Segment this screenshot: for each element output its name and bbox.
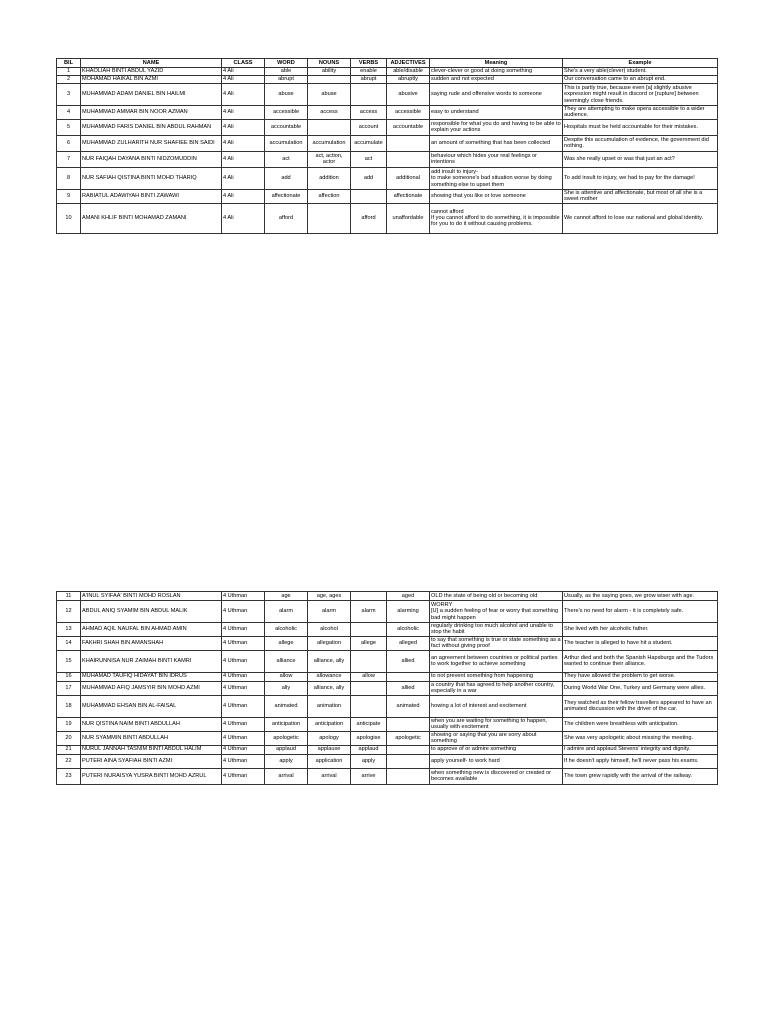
nouns-cell (308, 203, 351, 233)
word-cell: add (265, 167, 308, 189)
nouns-cell: addition (308, 167, 351, 189)
verbs-cell: allege (351, 636, 387, 650)
nouns-cell: alliance, ally (308, 681, 351, 695)
table-row (57, 135, 718, 151)
table-row (57, 681, 718, 695)
class-cell: 4 Uthman (222, 717, 265, 731)
header-example: Example (563, 59, 718, 68)
verbs-cell: arrive (351, 768, 387, 784)
example-cell: I admire and applaud Stevens' integrity and dignity. (563, 745, 718, 754)
name-cell: KHAIRUNNISA NUR ZAIMAH BINTI KAMRI (81, 650, 222, 672)
example-cell: They watched as their fellow travellers appeared to have an animated discussion with the driver of the car. (563, 695, 718, 717)
verbs-cell: abrupt (351, 76, 387, 84)
name-cell: AHMAD AQIL NAUFAL BIN AHMAD AMIN (81, 623, 222, 637)
word-cell: accessible (265, 106, 308, 120)
meaning-cell: when you are waiting for something to happen, usually with excitement (430, 717, 563, 731)
table-row (57, 189, 718, 203)
nouns-cell: ability (308, 68, 351, 76)
nouns-cell: application (308, 754, 351, 768)
adjectives-cell (387, 754, 430, 768)
meaning-cell: to not prevent something from happening (430, 672, 563, 681)
meaning-cell: showing or saying that you are sorry about something (430, 731, 563, 745)
bil-cell: 9 (57, 189, 81, 203)
adjectives-cell: alcoholic (387, 623, 430, 637)
nouns-cell: apology (308, 731, 351, 745)
table-row (57, 636, 718, 650)
bil-cell: 15 (57, 650, 81, 672)
class-cell: 4 Ali (222, 167, 265, 189)
name-cell: MUHAMAD TAUFIQ HIDAYAT BIN IDRUS (81, 672, 222, 681)
meaning-cell: showing that you like or love someone (430, 189, 563, 203)
class-cell: 4 Ali (222, 76, 265, 84)
nouns-cell (308, 119, 351, 135)
example-cell: To add insult to injury, we had to pay for the damage! (563, 167, 718, 189)
bil-cell: 19 (57, 717, 81, 731)
example-cell: Our conversation came to an abrupt end. (563, 76, 718, 84)
meaning-cell: behaviour which hides your real feelings or intentions (430, 151, 563, 167)
meaning-cell: saying rude and offensive words to someone (430, 84, 563, 106)
table-row (57, 68, 718, 76)
class-cell: 4 Uthman (222, 731, 265, 745)
verbs-cell: apologise (351, 731, 387, 745)
bil-cell: 7 (57, 151, 81, 167)
table-row (57, 672, 718, 681)
table-row (57, 119, 718, 135)
meaning-cell: apply yourself- to work hard (430, 754, 563, 768)
meaning-cell: a country that has agreed to help another country, especially in a war (430, 681, 563, 695)
table-row (57, 623, 718, 637)
bil-cell: 21 (57, 745, 81, 754)
meaning-cell: to approve of or admire something (430, 745, 563, 754)
header-meaning: Meaning (430, 59, 563, 68)
meaning-cell: an amount of something that has been collected (430, 135, 563, 151)
table-row (57, 151, 718, 167)
example-cell: If he doesn't apply himself, he'll never pass his exams. (563, 754, 718, 768)
bil-cell: 2 (57, 76, 81, 84)
adjectives-cell: accessible (387, 106, 430, 120)
table-row (57, 84, 718, 106)
meaning-cell: regularly drinking too much alcohol and unable to stop the habit (430, 623, 563, 637)
name-cell: PUTERI NURAISYA YUSRA BINTI MOHD AZRUL (81, 768, 222, 784)
word-cell: arrival (265, 768, 308, 784)
header-nouns: NOUNS (308, 59, 351, 68)
verbs-cell: act (351, 151, 387, 167)
meaning-cell: WORRY [U] a sudden feeling of fear or worry that something bad might happen (430, 601, 563, 623)
meaning-cell: sudden and not expected (430, 76, 563, 84)
header-verbs: VERBS (351, 59, 387, 68)
name-cell: FAKHRI SHAH BIN AMANSHAH (81, 636, 222, 650)
class-cell: 4 Ali (222, 203, 265, 233)
name-cell: ABDUL ANIQ SYAMIM BIN ABDUL MALIK (81, 601, 222, 623)
bil-cell: 11 (57, 592, 81, 601)
verbs-cell: account (351, 119, 387, 135)
nouns-cell: accumulation (308, 135, 351, 151)
vocabulary-table-4-ali (56, 58, 718, 234)
nouns-cell: animation (308, 695, 351, 717)
class-cell: 4 Ali (222, 68, 265, 76)
meaning-cell: howing a lot of interest and excitement (430, 695, 563, 717)
header-row (57, 59, 718, 68)
example-cell: They are attempting to make opera accessible to a wider audience. (563, 106, 718, 120)
example-cell: She's a very able(clever) student. (563, 68, 718, 76)
class-cell: 4 Ali (222, 106, 265, 120)
name-cell: MUHAMMAD ZULHARITH NUR SHAFIEE BIN SAIDI (81, 135, 222, 151)
word-cell: allow (265, 672, 308, 681)
nouns-cell: arrival (308, 768, 351, 784)
example-cell: Hospitals must be held accountable for their mistakes. (563, 119, 718, 135)
bil-cell: 16 (57, 672, 81, 681)
name-cell: MUHAMMAD FARIS DANIEL BIN ABDUL RAHMAN (81, 119, 222, 135)
name-cell: PUTERI AINA SYAFIAH BINTI AZMI (81, 754, 222, 768)
name-cell: NURUL JANNAH TASNIM BINTI ABDUL HALIM (81, 745, 222, 754)
name-cell: MOHAMAD HAIKAL BIN AZMI (81, 76, 222, 84)
table-row (57, 745, 718, 754)
example-cell: Usually, as the saying goes, we grow wiser with age. (563, 592, 718, 601)
table-row (57, 601, 718, 623)
adjectives-cell (387, 717, 430, 731)
adjectives-cell: abusive (387, 84, 430, 106)
nouns-cell: abuse (308, 84, 351, 106)
verbs-cell: applaud (351, 745, 387, 754)
bil-cell: 4 (57, 106, 81, 120)
word-cell: apologetic (265, 731, 308, 745)
example-cell: Despite this accumulation of evidence, the government did nothing. (563, 135, 718, 151)
table-row (57, 695, 718, 717)
class-cell: 4 Ali (222, 151, 265, 167)
class-cell: 4 Ali (222, 84, 265, 106)
example-cell: We cannot afford to lose our national and global identity. (563, 203, 718, 233)
adjectives-cell: unaffordable (387, 203, 430, 233)
bil-cell: 17 (57, 681, 81, 695)
bil-cell: 20 (57, 731, 81, 745)
class-cell: 4 Uthman (222, 672, 265, 681)
nouns-cell: allowance (308, 672, 351, 681)
adjectives-cell: alleged (387, 636, 430, 650)
verbs-cell (351, 189, 387, 203)
bil-cell: 13 (57, 623, 81, 637)
word-cell: abrupt (265, 76, 308, 84)
meaning-cell: clever-clever or good at doing something (430, 68, 563, 76)
header-name: NAME (81, 59, 222, 68)
word-cell: alarm (265, 601, 308, 623)
name-cell: AMANI KHLIF BINTI MOHAMAD ZAMANI (81, 203, 222, 233)
word-cell: alcoholic (265, 623, 308, 637)
word-cell: ally (265, 681, 308, 695)
meaning-cell: OLD the state of being old or becoming old (430, 592, 563, 601)
verbs-cell: alarm (351, 601, 387, 623)
word-cell: applaud (265, 745, 308, 754)
table-row (57, 592, 718, 601)
verbs-cell: anticipate (351, 717, 387, 731)
bil-cell: 18 (57, 695, 81, 717)
example-cell: During World War One, Turkey and Germany were allies. (563, 681, 718, 695)
adjectives-cell: accountable (387, 119, 430, 135)
name-cell: A'INUL SYIFAA' BINTI MOHD ROSLAN (81, 592, 222, 601)
header-bil: BIL (57, 59, 81, 68)
adjectives-cell: allied (387, 650, 430, 672)
nouns-cell (308, 76, 351, 84)
adjectives-cell: alarming (387, 601, 430, 623)
name-cell: MUHAMMAD AMMAR BIN NOOR AZMAN (81, 106, 222, 120)
example-cell: Arthur died and both the Spanish Hapsburgs and the Tudors wanted to continue their alliance. (563, 650, 718, 672)
name-cell: MUHAMMAD EHSAN BIN AL-FAISAL (81, 695, 222, 717)
nouns-cell: affection (308, 189, 351, 203)
nouns-cell: anticipation (308, 717, 351, 731)
nouns-cell: act, action, actor (308, 151, 351, 167)
word-cell: age (265, 592, 308, 601)
adjectives-cell: apologetic (387, 731, 430, 745)
example-cell: She lived with her alcoholic father. (563, 623, 718, 637)
class-cell: 4 Uthman (222, 695, 265, 717)
example-cell: The teacher is alleged to have hit a student. (563, 636, 718, 650)
word-cell: accountable (265, 119, 308, 135)
class-cell: 4 Uthman (222, 681, 265, 695)
adjectives-cell: allied (387, 681, 430, 695)
adjectives-cell (387, 672, 430, 681)
class-cell: 4 Uthman (222, 636, 265, 650)
word-cell: act (265, 151, 308, 167)
adjectives-cell: affectionate (387, 189, 430, 203)
name-cell: MUHAMMAD ADAM DANIEL BIN HAILMI (81, 84, 222, 106)
bil-cell: 22 (57, 754, 81, 768)
verbs-cell (351, 623, 387, 637)
class-cell: 4 Ali (222, 189, 265, 203)
word-cell: apply (265, 754, 308, 768)
name-cell: MUHAMMAD AFIQ JAMSYIR BIN MOHD AZMI (81, 681, 222, 695)
verbs-cell (351, 592, 387, 601)
example-cell: The town grew rapidly with the arrival of the railway. (563, 768, 718, 784)
meaning-cell: an agreement between countries or political parties to work together to achieve something (430, 650, 563, 672)
bil-cell: 3 (57, 84, 81, 106)
bil-cell: 5 (57, 119, 81, 135)
table-row (57, 106, 718, 120)
nouns-cell: access (308, 106, 351, 120)
class-cell: 4 Uthman (222, 745, 265, 754)
verbs-cell (351, 650, 387, 672)
adjectives-cell: able/disable (387, 68, 430, 76)
bil-cell: 10 (57, 203, 81, 233)
adjectives-cell (387, 151, 430, 167)
word-cell: afford (265, 203, 308, 233)
verbs-cell (351, 695, 387, 717)
example-cell: Was she really upset or was that just an act? (563, 151, 718, 167)
verbs-cell: access (351, 106, 387, 120)
verbs-cell: apply (351, 754, 387, 768)
nouns-cell: age, ages (308, 592, 351, 601)
class-cell: 4 Ali (222, 135, 265, 151)
table-row (57, 754, 718, 768)
word-cell: anticipation (265, 717, 308, 731)
word-cell: alliance (265, 650, 308, 672)
verbs-cell: accumulate (351, 135, 387, 151)
header-adjectives: ADJECTIVES (387, 59, 430, 68)
table-row (57, 731, 718, 745)
nouns-cell: alarm (308, 601, 351, 623)
name-cell: NUR QISTINA NAIM BINTI ABDULLAH (81, 717, 222, 731)
class-cell: 4 Uthman (222, 623, 265, 637)
word-cell: abuse (265, 84, 308, 106)
bil-cell: 23 (57, 768, 81, 784)
meaning-cell: add insult to injury- to make someone's bad situation worse by doing something else to upset them (430, 167, 563, 189)
vocabulary-table-4-uthman (56, 591, 718, 785)
table-row (57, 203, 718, 233)
class-cell: 4 Ali (222, 119, 265, 135)
table-row (57, 167, 718, 189)
table-row (57, 717, 718, 731)
verbs-cell (351, 84, 387, 106)
example-cell: She was very apologetic about missing the meeting. (563, 731, 718, 745)
header-class: CLASS (222, 59, 265, 68)
meaning-cell: responsible for what you do and having to be able to explain your actions (431, 120, 561, 134)
word-cell: animated (265, 695, 308, 717)
table-row (57, 76, 718, 84)
nouns-cell: allegation (308, 636, 351, 650)
bil-cell: 14 (57, 636, 81, 650)
example-cell: She is attentive and affectionate, but most of all she is a sweet mother (563, 189, 718, 203)
meaning-cell: to say that something is true or state something as a fact without giving proof (431, 636, 561, 650)
name-cell: NUR SYAMMIN BINTI ABDULLAH (81, 731, 222, 745)
example-cell: There's no need for alarm - it is completely safe. (563, 601, 718, 623)
class-cell: 4 Uthman (222, 650, 265, 672)
adjectives-cell (387, 135, 430, 151)
table-row (57, 650, 718, 672)
adjectives-cell: aged (387, 592, 430, 601)
nouns-cell: applause (308, 745, 351, 754)
name-cell: NUR FAIQAH DAYANA BINTI NIDZOMUDDIN (81, 151, 222, 167)
class-cell: 4 Uthman (222, 768, 265, 784)
adjectives-cell: abruptly (387, 76, 430, 84)
meaning-cell: easy to understand (430, 106, 563, 120)
class-cell: 4 Uthman (222, 592, 265, 601)
adjectives-cell: animated (387, 695, 430, 717)
example-cell: This is partly true, because even [a] slightly abusive expression might result in discord or [rupture] between seemingly close friends. (563, 84, 718, 106)
nouns-cell: alliance, ally (308, 650, 351, 672)
class-cell: 4 Uthman (222, 601, 265, 623)
name-cell: KHAOLIAH BINTI ABDUL YAZID (81, 68, 222, 76)
name-cell: RABIATUL ADAWIYAH BINTI ZAWAWI (81, 189, 222, 203)
word-cell: affectionate (265, 189, 308, 203)
adjectives-cell (387, 745, 430, 754)
bil-cell: 1 (57, 68, 81, 76)
bil-cell: 8 (57, 167, 81, 189)
verbs-cell: add (351, 167, 387, 189)
word-cell: accumulation (265, 135, 308, 151)
meaning-cell: when something new is discovered or created or becomes available (430, 768, 563, 784)
header-word: WORD (265, 59, 308, 68)
class-cell: 4 Uthman (222, 754, 265, 768)
adjectives-cell (387, 768, 430, 784)
meaning-cell: cannot afford If you cannot afford to do something, it is impossible for you to do it without causing problems. (430, 203, 563, 233)
verbs-cell (351, 681, 387, 695)
verbs-cell: allow (351, 672, 387, 681)
name-cell: NUR SAFIAH QISTINA BINTI MOHD THARIQ (81, 167, 222, 189)
word-cell: able (265, 68, 308, 76)
verbs-cell: afford (351, 203, 387, 233)
table-row (57, 768, 718, 784)
example-cell: The children were breathless with anticipation. (563, 717, 718, 731)
nouns-cell: alcohol (308, 623, 351, 637)
example-cell: They have allowed the problem to get worse. (563, 672, 718, 681)
adjectives-cell: additional (387, 167, 430, 189)
verbs-cell: enable (351, 68, 387, 76)
bil-cell: 12 (57, 601, 81, 623)
bil-cell: 6 (57, 135, 81, 151)
word-cell: allege (265, 636, 308, 650)
